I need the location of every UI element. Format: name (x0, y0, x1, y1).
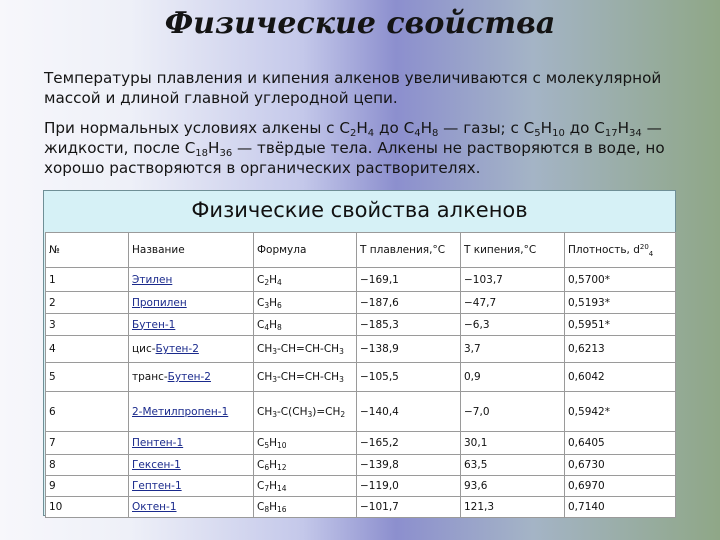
formula-subscript: 3 (272, 409, 278, 419)
formula-subscript: 2 (340, 409, 346, 419)
cell-boiling-point: −103,7 (461, 268, 565, 292)
cell-name (129, 392, 254, 432)
cell-melting-point: −138,9 (357, 336, 461, 363)
cell-density: 0,7140 (565, 497, 676, 518)
alkenes-table-panel (43, 190, 676, 516)
cell-boiling-point: 0,9 (461, 363, 565, 392)
cell-name (129, 314, 254, 336)
formula-subscript: 3 (339, 347, 344, 356)
cell-melting-point: −105,5 (357, 363, 461, 392)
states-paragraph: При нормальных условиях алкены с $C_2H_4$ до $C_4H_8$ — газы; с $C_5H_{10}$ до $C_{17}H_{34}$ — жидкости, после $C_{18}H_{36}$ — твёрдые тела. Алкены не растворяются в воде, но хорошо растворяются в органических растворителях. (44, 119, 665, 177)
cell-density: 0,6213 (565, 336, 676, 363)
formula-text: CH (257, 343, 273, 355)
formula-subscript: 10 (277, 441, 287, 450)
cell-formula (254, 314, 357, 336)
compound-link[interactable]: Бутен-1 (132, 318, 176, 331)
formula-subscript: 16 (277, 505, 287, 514)
formula-text: H (269, 318, 278, 331)
table-row (46, 314, 676, 336)
cell-number: 2 (46, 292, 129, 314)
formula-text: C (257, 296, 265, 309)
compound-link[interactable]: Гексен-1 (132, 459, 181, 471)
cell-formula (254, 497, 357, 518)
formula-subscript: 8 (277, 322, 282, 332)
header-name: Название (129, 233, 254, 268)
cell-number: 4 (46, 336, 129, 363)
cell-melting-point: −185,3 (357, 314, 461, 336)
cell-number: 7 (46, 432, 129, 455)
cell-formula (254, 432, 357, 455)
formula-text: H (269, 437, 278, 449)
cell-formula (254, 455, 357, 476)
cell-melting-point: −139,8 (357, 455, 461, 476)
compound-link[interactable]: Этилен (132, 273, 173, 286)
formula-text: C (257, 501, 265, 513)
table-row (46, 363, 676, 392)
formula-text: C (257, 273, 265, 286)
cell-melting-point: −119,0 (357, 476, 461, 497)
cell-melting-point: −165,2 (357, 432, 461, 455)
compound-link[interactable]: Октен-1 (132, 501, 177, 513)
cell-formula (254, 363, 357, 392)
header-formula: Формула (254, 233, 357, 268)
cell-name (129, 363, 254, 392)
cell-density: 0,5700* (565, 268, 676, 292)
cell-number: 10 (46, 497, 129, 518)
table-row (46, 292, 676, 314)
formula-subscript: 8 (264, 505, 270, 514)
formula-text: -CH=CH-CH (277, 343, 340, 355)
formula-text: H (269, 273, 278, 286)
table-row (46, 268, 676, 292)
name-prefix: цис- (132, 343, 156, 355)
compound-link[interactable]: Пропилен (132, 296, 187, 309)
cell-density: 0,6405 (565, 432, 676, 455)
formula-subscript: 3 (307, 409, 313, 419)
cell-density: 0,5942* (565, 392, 676, 432)
cell-number: 9 (46, 476, 129, 497)
cell-number: 3 (46, 314, 129, 336)
intro-paragraph: Температуры плавления и кипения алкенов увеличиваются с молекулярной массой и длиной главной углеродной цепи. (44, 69, 662, 107)
formula-subscript: 5 (264, 441, 270, 450)
cell-name (129, 455, 254, 476)
cell-number: 6 (46, 392, 129, 432)
cell-boiling-point: −6,3 (461, 314, 565, 336)
cell-melting-point: −169,1 (357, 268, 461, 292)
cell-name (129, 336, 254, 363)
table-row (46, 455, 676, 476)
formula-subscript: 12 (277, 463, 287, 472)
cell-name (129, 476, 254, 497)
slide-title: Физические свойства (164, 6, 556, 41)
cell-boiling-point: 93,6 (461, 476, 565, 497)
table-row (46, 392, 676, 432)
cell-number: 1 (46, 268, 129, 292)
cell-melting-point: −101,7 (357, 497, 461, 518)
cell-boiling-point: −47,7 (461, 292, 565, 314)
formula-text: H (269, 296, 278, 309)
formula-text: )=CH (312, 405, 341, 418)
cell-formula (254, 268, 357, 292)
cell-name (129, 292, 254, 314)
cell-boiling-point: 30,1 (461, 432, 565, 455)
formula-text: C (257, 459, 265, 471)
alkenes-properties-table (45, 232, 676, 518)
formula-subscript: 2 (264, 277, 270, 287)
cell-melting-point: −187,6 (357, 292, 461, 314)
formula-text: -CH=CH-CH (277, 371, 340, 383)
cell-density: 0,5951* (565, 314, 676, 336)
formula-subscript: 14 (277, 484, 287, 493)
cell-formula (254, 292, 357, 314)
formula-subscript: 4 (264, 322, 270, 332)
formula-text: C (257, 318, 265, 331)
formula-subscript: 3 (339, 375, 344, 384)
name-prefix: транс- (132, 371, 168, 383)
compound-link[interactable]: 2-Метилпропен-1 (132, 405, 229, 418)
cell-formula (254, 476, 357, 497)
cell-number: 5 (46, 363, 129, 392)
header-density: Плотность, $d^{20}_4$ (565, 233, 676, 268)
cell-formula (254, 392, 357, 432)
cell-boiling-point: −7,0 (461, 392, 565, 432)
cell-density: 0,6730 (565, 455, 676, 476)
table-row (46, 432, 676, 455)
formula-text: H (269, 501, 278, 513)
cell-density: 0,6970 (565, 476, 676, 497)
cell-density: 0,6042 (565, 363, 676, 392)
formula-text: CH (257, 371, 273, 383)
header-number: № (46, 233, 129, 268)
formula-subscript: 3 (264, 300, 270, 310)
formula-subscript: 4 (277, 277, 282, 287)
formula-subscript: 3 (272, 347, 278, 356)
cell-boiling-point: 121,3 (461, 497, 565, 518)
formula-subscript: 6 (277, 300, 282, 310)
formula-subscript: 6 (264, 463, 270, 472)
cell-boiling-point: 63,5 (461, 455, 565, 476)
table-row (46, 476, 676, 497)
header-melting-point: Т плавления,°C (357, 233, 461, 268)
cell-name (129, 268, 254, 292)
formula-text: C (257, 437, 265, 449)
table-row (46, 336, 676, 363)
cell-name (129, 497, 254, 518)
cell-melting-point: −140,4 (357, 392, 461, 432)
formula-text: -C(CH (277, 405, 308, 418)
cell-boiling-point: 3,7 (461, 336, 565, 363)
table-caption: Физические свойства алкенов (191, 198, 528, 222)
header-boiling-point: Т кипения,°C (461, 233, 565, 268)
table-row (46, 497, 676, 518)
cell-number: 8 (46, 455, 129, 476)
compound-link[interactable]: Бутен-2 (167, 371, 211, 383)
formula-text: H (269, 459, 278, 471)
table-header-row (46, 233, 676, 268)
formula-text: H (269, 480, 278, 492)
cell-formula (254, 336, 357, 363)
cell-name (129, 432, 254, 455)
formula-subscript: 7 (264, 484, 270, 493)
formula-subscript: 3 (272, 375, 278, 384)
formula-text: CH (257, 405, 273, 418)
compound-link[interactable]: Гептен-1 (132, 480, 182, 492)
formula-text: C (257, 480, 265, 492)
compound-link[interactable]: Пентен-1 (132, 437, 184, 449)
compound-link[interactable]: Бутен-2 (155, 343, 199, 355)
cell-density: 0,5193* (565, 292, 676, 314)
